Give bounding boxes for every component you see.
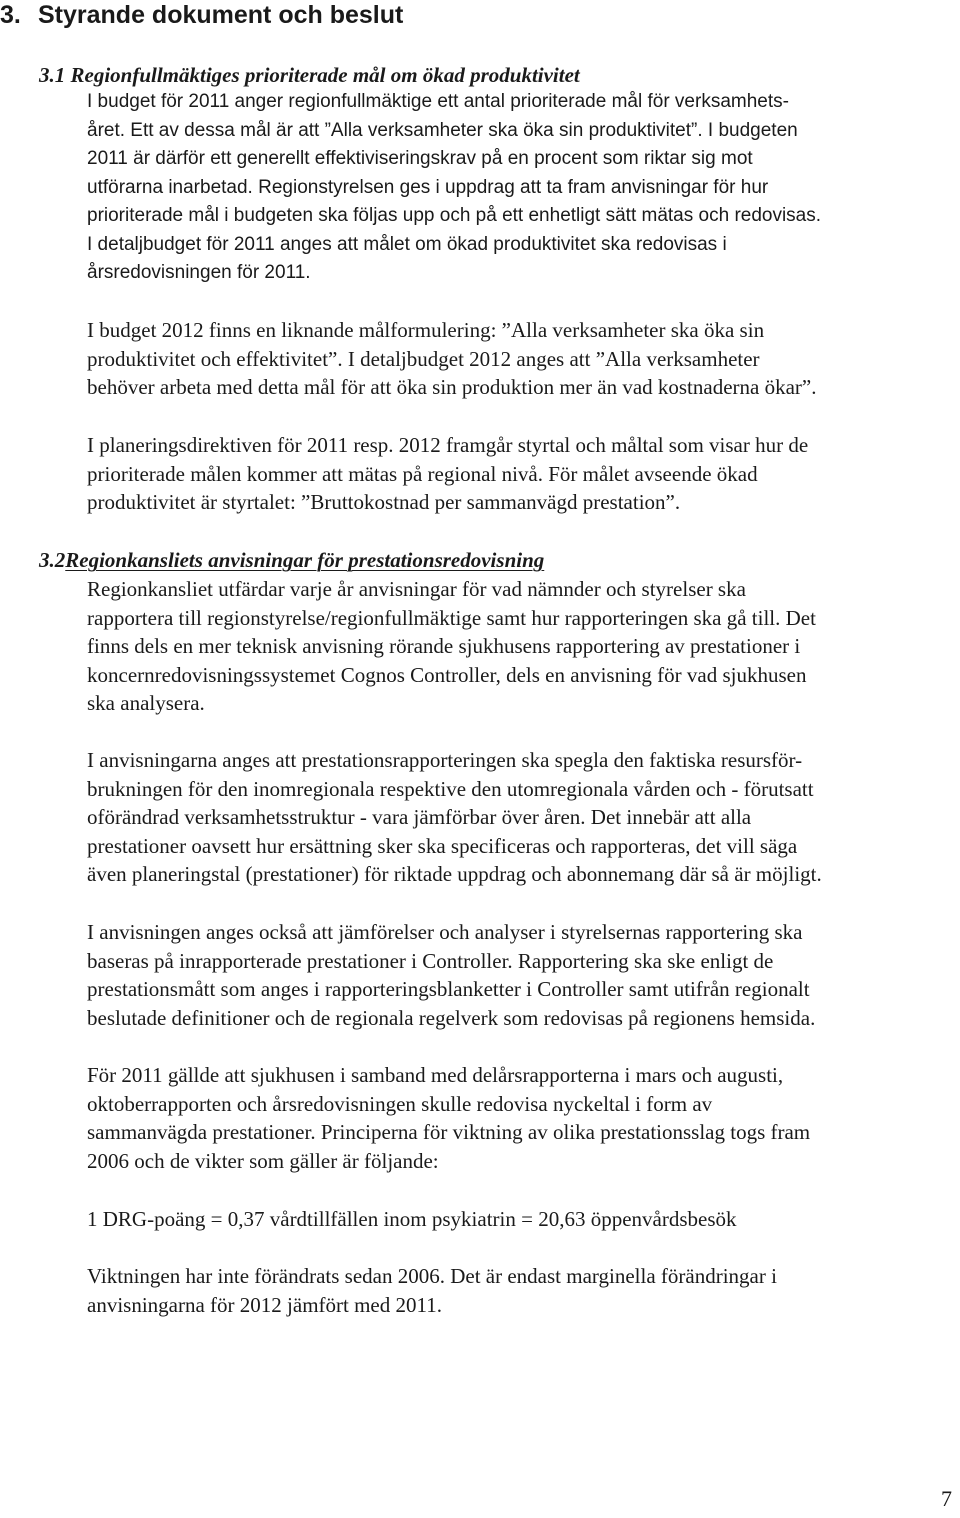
paragraph-regionkansliet	[87, 575, 957, 718]
text-line: utförarna inarbetad. Regionstyrelsen ges i uppdrag att ta fram anvisningar för hur	[87, 176, 769, 198]
paragraph-planeringsdirektiv	[87, 431, 957, 517]
text-line: sammanvägda prestationer. Principerna för viktning av olika prestationsslag togs fram	[87, 1120, 811, 1144]
text-line: I anvisningarna anges att prestationsrapporteringen ska spegla den faktiska resursför-	[87, 748, 803, 772]
text-line: produktivitet och effektivitet”. I detaljbudget 2012 anges att ”Alla verksamheter	[87, 346, 760, 371]
paragraph-budget-2012	[87, 316, 957, 402]
text-line: oktoberrapporten och årsredovisningen skulle redovisa nyckeltal i form av	[87, 1091, 713, 1116]
text-line: För 2011 gällde att sjukhusen i samband med delårsrapporterna i mars och augusti,	[87, 1063, 784, 1087]
paragraph-budget-2011	[87, 88, 957, 288]
text-line: prestationsmått som anges i rapporteringsblanketter i Controller samt utifrån regionalt	[87, 977, 810, 1001]
section-title-3-1: Regionfullmäktiges prioriterade mål om ökad produktivitet	[70, 63, 580, 87]
text-line: behöver arbeta med detta mål för att öka sin produktion mer än vad kostnaderna ökar”.	[87, 375, 817, 399]
text-line: finns dels en mer teknisk anvisning rörande sjukhusens rapportering av prestationer i	[87, 634, 801, 658]
chapter-title	[0, 0, 403, 30]
chapter-title-text: Styrande dokument och beslut	[38, 1, 404, 29]
text-line: I budget för 2011 anger regionfullmäktige ett antal prioriterade mål för verksamhets-	[87, 91, 789, 112]
text-line: 1 DRG-poäng = 0,37 vårdtillfällen inom psykiatrin = 20,63 öppenvårdsbesök	[87, 1207, 737, 1231]
text-line: oförändrad verksamhetsstruktur - vara jämförbar över åren. Det innebär att alla	[87, 805, 752, 829]
text-line: I budget 2012 finns en liknande målformulering: ”Alla verksamheter ska öka sin	[87, 318, 765, 342]
section-heading-3-2	[39, 546, 544, 574]
text-line: årsredovisningen för 2011.	[87, 262, 311, 283]
text-line: koncernredovisningssystemet Cognos Controller, dels en anvisning för vad sjukhusen	[87, 662, 807, 687]
text-line: prioriterade mål i budgeten ska följas upp och på ett enhetligt sätt mätas och redovisas.	[87, 205, 822, 226]
text-line: 2006 och de vikter som gäller är följande:	[87, 1148, 439, 1173]
page-number: 7	[941, 1486, 952, 1511]
text-line: prestationer oavsett hur ersättning sker ska specificeras och rapporteras, det vill säga	[87, 833, 798, 858]
text-line: 2011 är därför ett generellt effektiviseringskrav på en procent som riktar sig mot	[87, 148, 753, 169]
text-line: Viktningen har inte förändrats sedan 2006. Det är endast marginella förändringar i	[87, 1264, 777, 1288]
text-line: även planeringstal (prestationer) för riktade uppdrag och abonnemang där så är möjligt.	[87, 862, 822, 886]
section-number-3-1: 3.1	[39, 63, 66, 87]
section-heading-3-1	[39, 61, 580, 89]
paragraph-2011-sjukhusen	[87, 1061, 957, 1175]
text-line: brukningen för den inomregionala respektive den utomregionala vården och - förutsatt	[87, 776, 814, 801]
paragraph-drg-weights	[87, 1205, 957, 1234]
text-line: I detaljbudget för 2011 anges att målet om ökad produktivitet ska redovisas i	[87, 233, 727, 255]
text-line: I planeringsdirektiven för 2011 resp. 2012 framgår styrtal och måltal som visar hur de	[87, 433, 809, 457]
text-line: Regionkansliet utfärdar varje år anvisningar för vad nämnder och styrelser ska	[87, 577, 746, 601]
text-line: prioriterade målen kommer att mätas på regional nivå. För målet avseende ökad	[87, 461, 758, 486]
text-line: anvisningarna för 2012 jämfört med 2011.	[87, 1292, 442, 1317]
paragraph-viktningen	[87, 1262, 957, 1319]
paragraph-jamforelser	[87, 918, 957, 1032]
text-line: produktivitet är styrtalet: ”Bruttokostnad per sammanvägd prestation”.	[87, 490, 681, 514]
section-number-3-2: 3.2	[39, 548, 66, 572]
text-line: beslutade definitioner och de regionala regelverk som redovisas på regionens hemsida.	[87, 1005, 816, 1030]
chapter-number: 3.	[0, 1, 21, 29]
text-line: ska analysera.	[87, 691, 205, 715]
paragraph-anvisningarna	[87, 746, 957, 889]
text-line: rapportera till regionstyrelse/regionfullmäktige samt hur rapporteringen ska gå till. Det	[87, 605, 816, 630]
text-line: baseras på inrapporterade prestationer i Controller. Rapportering ska ske enligt de	[87, 948, 774, 973]
text-line: I anvisningen anges också att jämförelser och analyser i styrelsernas rapportering ska	[87, 920, 803, 944]
text-line: året. Ett av dessa mål är att ”Alla verksamheter ska öka sin produktivitet”. I budgeten	[87, 119, 798, 141]
section-title-3-2: Regionkansliets anvisningar för prestationsredovisning	[65, 548, 545, 572]
